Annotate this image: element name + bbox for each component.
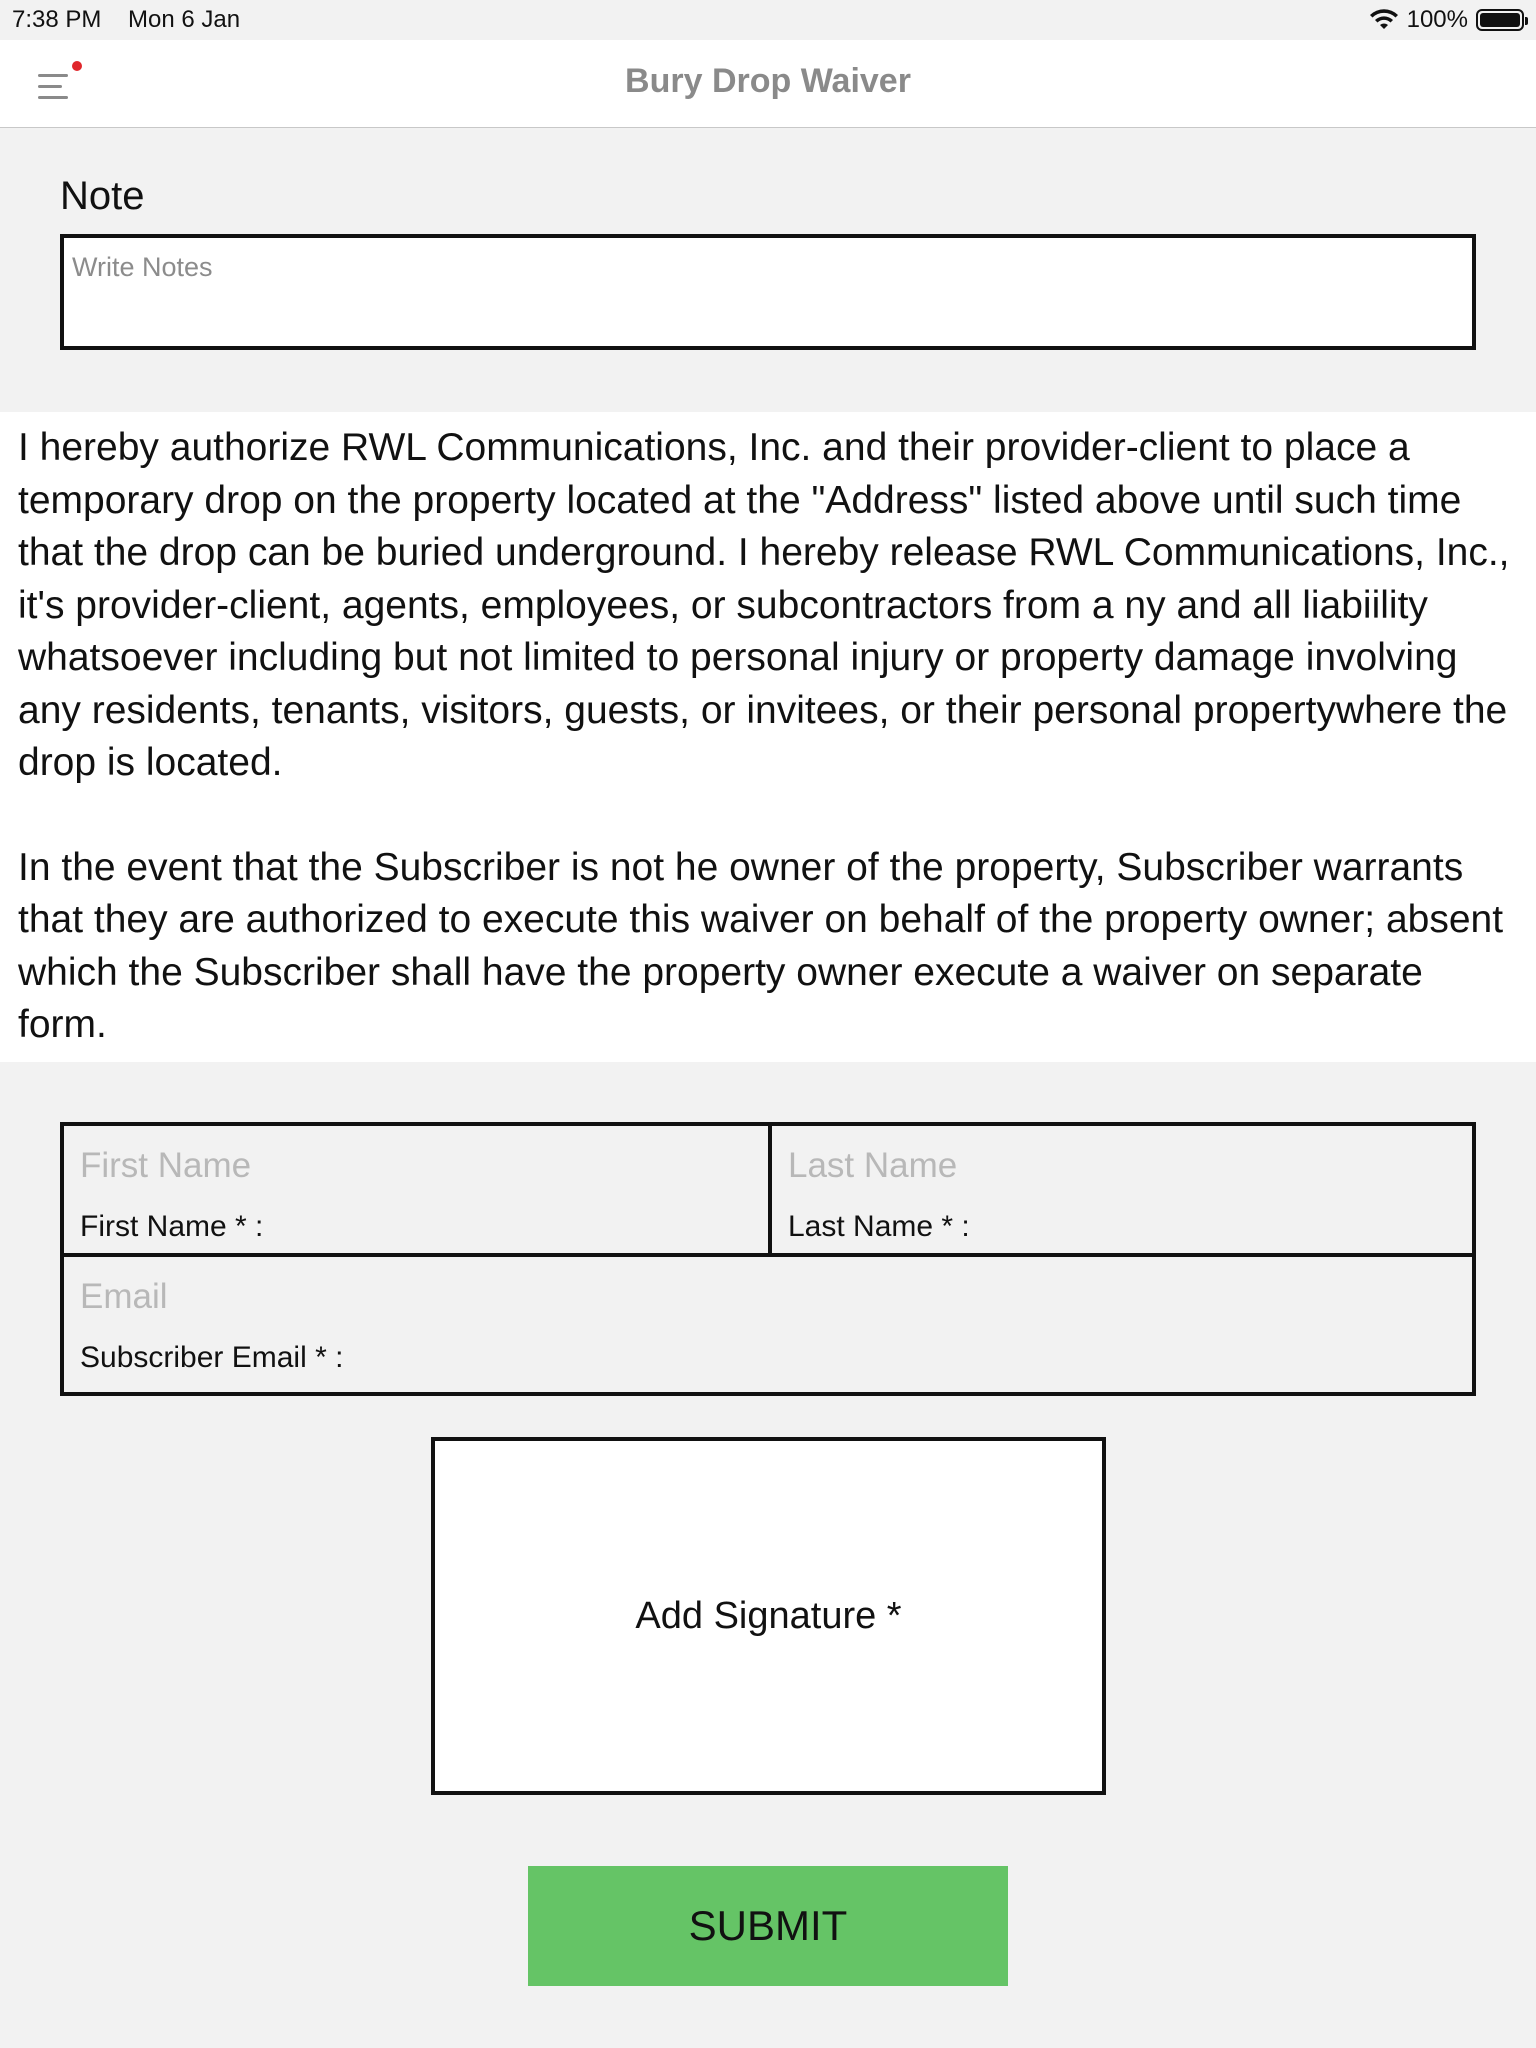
first-name-label: First Name * : [80,1210,264,1243]
battery-fill [1480,13,1520,27]
email-input[interactable] [80,1275,1440,1319]
status-right [1369,6,1524,34]
battery-percent: 100% [1406,6,1468,33]
signature-box[interactable] [431,1437,1106,1795]
note-label: Note [60,174,145,218]
status-time: 7:38 PM [12,6,102,33]
first-name-input[interactable] [80,1144,740,1188]
email-label: Subscriber Email * : [80,1341,344,1374]
last-name-cell [772,1126,1472,1257]
email-cell [64,1257,1472,1392]
battery-icon [1476,9,1524,31]
first-name-cell [64,1126,772,1257]
status-bar [0,0,1536,40]
page-title: Bury Drop Waiver [625,62,911,100]
last-name-input[interactable] [788,1144,1448,1188]
note-box [60,234,1476,350]
last-name-label: Last Name * : [788,1210,970,1243]
wifi-icon [1369,9,1399,31]
waiver-paragraph-subscriber: In the event that the Subscriber is not he owner of the property, Subscriber warrants that they are authorized to execute this waiver on behalf of the property owner; absent which the Subscriber shall have the property owner execute a waiver on separate form. [18,845,1504,1046]
nav-bar [0,40,1536,128]
signature-label: Add Signature * [635,1594,902,1637]
waiver-paragraph-authorization: I hereby authorize RWL Communications, Inc. and their provider-client to place a temporary drop on the property located at the "Address" listed above until such time that the drop can be buried underground. I hereby release RWL Communications, Inc., it's provider-client, agents, employees, or subcontractors from a ny and all liabiility whatsoever including but not limited to personal injury or property damage involving any residents, tenants, visitors, guests, or invitees, or their personal propertywhere the drop is located. [18,426,1510,784]
note-input[interactable] [64,238,1472,346]
submit-button[interactable]: SUBMIT [528,1866,1008,1986]
subscriber-form [60,1122,1476,1396]
waiver-text-panel [0,412,1536,1062]
status-date: Mon 6 Jan [128,6,241,33]
